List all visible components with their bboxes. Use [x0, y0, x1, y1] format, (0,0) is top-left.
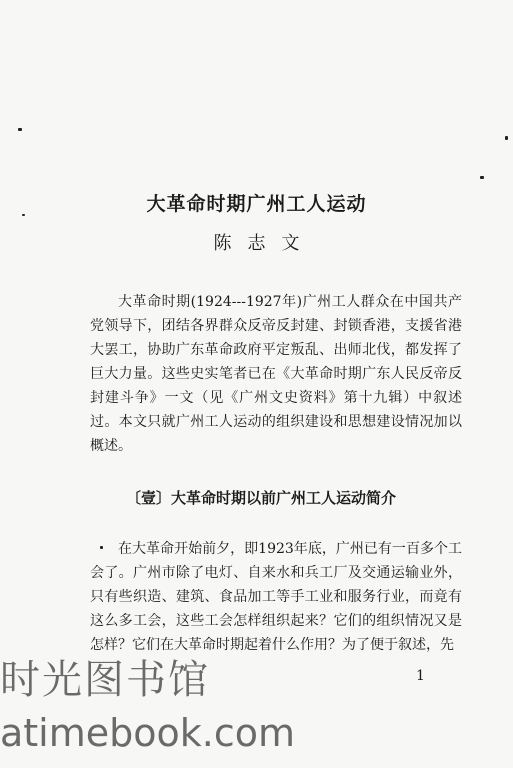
scan-speck: [18, 128, 22, 131]
section-paragraph: 在大革命开始前夕，即1923年底，广州已有一百多个工会了。广州市除了电灯、自来水和兵工厂及交通运输业外，只有些织造、建筑、食品加工等手工业和服务行业，而竟有这么多工会，这些工会怎样组织起来？它们的组织情况又是怎样？它们在大革命时期起着什么作用？为了便于叙述，先: [90, 541, 462, 653]
page-number: 1: [416, 668, 425, 684]
article-author: 陈志文: [213, 233, 316, 254]
scan-speck: [22, 214, 25, 216]
intro-paragraph: 大革命时期(1924---1927年)广州工人群众在中国共产党领导下，团结各界群众反帝反封建、封锁香港，支援省港大罢工，协助广东革命政府平定叛乱、出师北伐，都发挥了巨大力量。这些史实笔者已在《大革命时期广东人民反帝反封建斗争》一文（见《广州文史资料》第十九辑）中叙述过。本文只就广州工人运动的组织建设和思想建设情况加以概述。: [90, 294, 462, 454]
article-title: 大革命时期广州工人运动: [146, 192, 367, 215]
scan-speck: [100, 546, 103, 549]
watermark-chinese: 时光图书馆: [0, 657, 210, 703]
section-heading: 〔壹〕大革命时期以前广州工人运动简介: [126, 489, 397, 507]
scan-speck: [505, 136, 508, 140]
watermark-url: atimebook.com: [0, 711, 296, 755]
scan-speck: [480, 176, 484, 179]
